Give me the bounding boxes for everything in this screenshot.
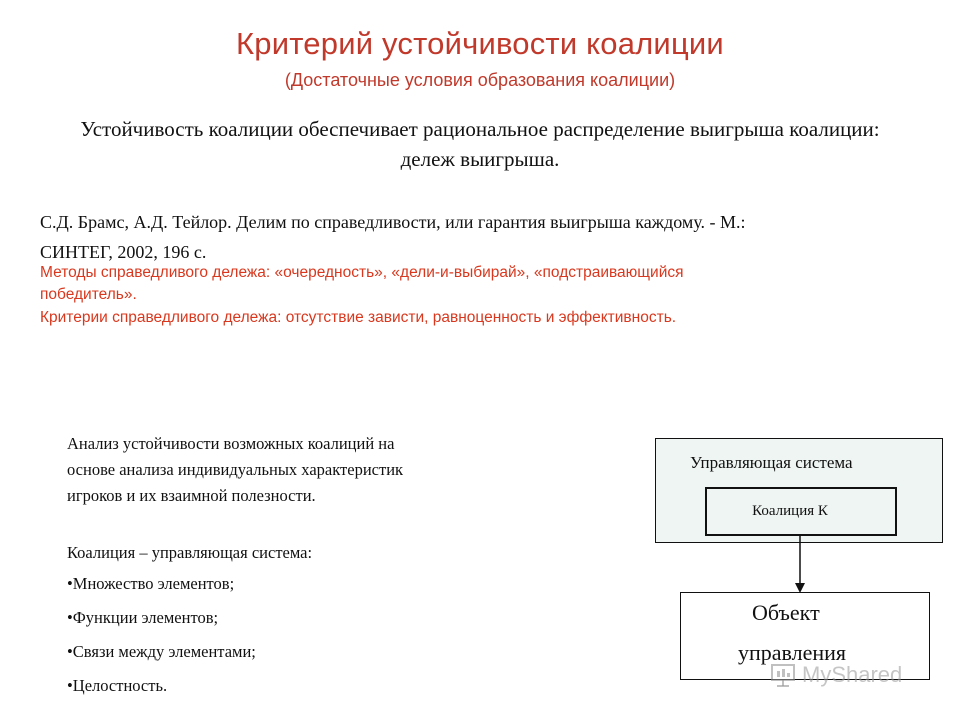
reference-line-1: С.Д. Брамс, А.Д. Тейлор. Делим по справедливости, или гарантия выигрыша каждому. - М.: xyxy=(40,212,746,232)
methods-line-1: Методы справедливого дележа: «очередность», «дели-и-выбирай», «подстраивающийся xyxy=(40,264,684,281)
slide-title: Критерий устойчивости коалиции xyxy=(236,26,724,61)
list-item: •Множество элементов; xyxy=(67,574,235,593)
watermark-text: MyShared xyxy=(802,662,903,687)
list-item: •Целостность. xyxy=(67,676,168,695)
system-properties-list xyxy=(67,573,256,709)
control-system-label: Управляющая система xyxy=(690,453,853,472)
statement-line-2: дележ выигрыша. xyxy=(400,147,560,171)
analysis-line-2: основе анализа индивидуальных характеристик xyxy=(67,460,404,479)
fair-division-criteria: Критерии справедливого дележа: отсутствие зависти, равноценность и эффективность. xyxy=(40,309,677,326)
stability-statement xyxy=(10,114,950,174)
control-object-label-line-2: управления xyxy=(738,640,847,665)
reference-line-2: СИНТЕГ, 2002, 196 с. xyxy=(40,242,207,262)
presentation-board-icon xyxy=(770,662,796,688)
slide-subtitle: (Достаточные условия образования коалиции) xyxy=(284,70,676,90)
statement-line-1: Устойчивость коалиции обеспечивает рациональное распределение выигрыша коалиции: xyxy=(80,117,880,141)
watermark xyxy=(770,660,902,690)
book-reference xyxy=(40,207,900,267)
analysis-line-3: игроков и их взаимной полезности. xyxy=(67,486,316,505)
control-object-label-line-1: Объект xyxy=(752,600,820,625)
list-item: •Функции элементов; xyxy=(67,608,219,627)
methods-line-2: победитель». xyxy=(40,286,137,303)
down-arrow-icon xyxy=(790,535,810,595)
stability-analysis-text xyxy=(67,431,517,509)
fair-division-methods xyxy=(40,262,880,306)
coalition-label: Коалиция К xyxy=(752,503,828,519)
list-item: •Связи между элементами; xyxy=(67,642,256,661)
coalition-heading: Коалиция – управляющая система: xyxy=(67,543,313,562)
analysis-line-1: Анализ устойчивости возможных коалиций на xyxy=(67,434,395,453)
